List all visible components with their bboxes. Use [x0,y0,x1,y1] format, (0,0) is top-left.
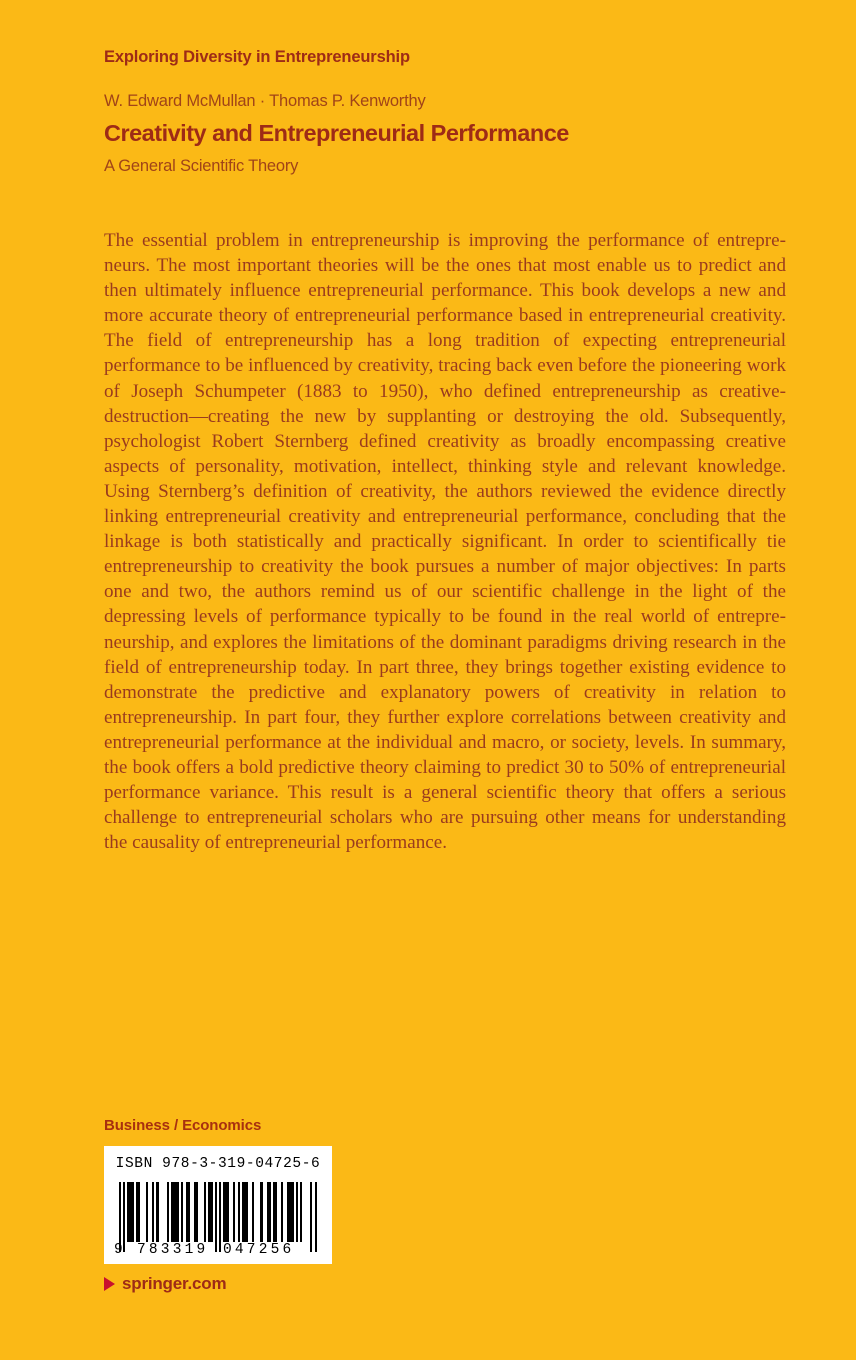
barcode-space [159,1182,167,1242]
isbn-barcode [104,1146,332,1264]
series-title: Exploring Diversity in Entrepreneurship [104,48,410,66]
barcode-lead-digit: 9 [114,1242,124,1258]
springer-link[interactable] [104,1274,226,1294]
barcode-bar [171,1182,179,1242]
category-label: Business / Economics [104,1117,262,1134]
barcode-space [302,1182,310,1242]
blurb-text: The essential problem in entrepreneurship is improving the performance of entrepreneurs. The most important theories will be the ones that most enable us to predict and then ultimately influence entrepreneurial performance. This book develops a new and more accurate theory of entrepreneurial performance based in entrepreneurial creativity. The field of entrepreneurship has a long tradition of expecting entrepreneurial performance to be influenced by creativity, tracing back even before the pioneering work of Joseph Schumpeter (1883 to 1950), who defined entrepreneurship as creative-destruction—creating the new by supplanting or destroying the old. Subsequently, psychologist Robert Sternberg defined creativity as broadly encompassing creative aspects of personality, motivation, intellect, thinking style and relevant knowledge. Using Sternberg’s definition of creativity, the authors reviewed the evidence directly linking entrepreneurial creativity and entrepreneurial performance, concluding that the linkage is both statistically and practically significant. In order to scientifically tie entrepreneurship to creativity the book pursues a number of major objectives: In parts one and two, the authors remind us of our scientific challenge in the light of the depressing levels of performance typically to be found in the real world of entrepreneurship, and explores the limitations of the dominant paradigms driving research in the field of entrepreneurship today. In part three, they brings together existing evidence to demonstrate the predictive and explanatory powers of creativity in relation to entrepreneurship. In part four, they further explore correlations between creativity and entrepreneurial performance at the individual and macro, or society, levels. In summary, the book offers a bold predictive theory claiming to predict 30 to 50% of entrepreneurial performance variance. This result is a general scientific theory that offers a serious challenge to entrepreneurial scholars who are pursuing other means for understanding the causality of entrepreneurial performance. [104,230,786,854]
barcode-digits [114,1242,322,1260]
play-triangle-icon [104,1277,115,1291]
barcode-bars [119,1182,317,1242]
isbn-number: ISBN 978-3-319-04725-6 [115,1156,321,1172]
author-names: W. Edward McMullan · Thomas P. Kenworthy [104,92,426,110]
springer-url-label: springer.com [122,1274,227,1293]
barcode-group-1: 783319 [137,1242,209,1258]
page-title: Creativity and Entrepreneurial Performance [104,120,569,146]
barcode-group-2: 047256 [223,1242,295,1258]
book-subtitle: A General Scientific Theory [104,157,299,175]
